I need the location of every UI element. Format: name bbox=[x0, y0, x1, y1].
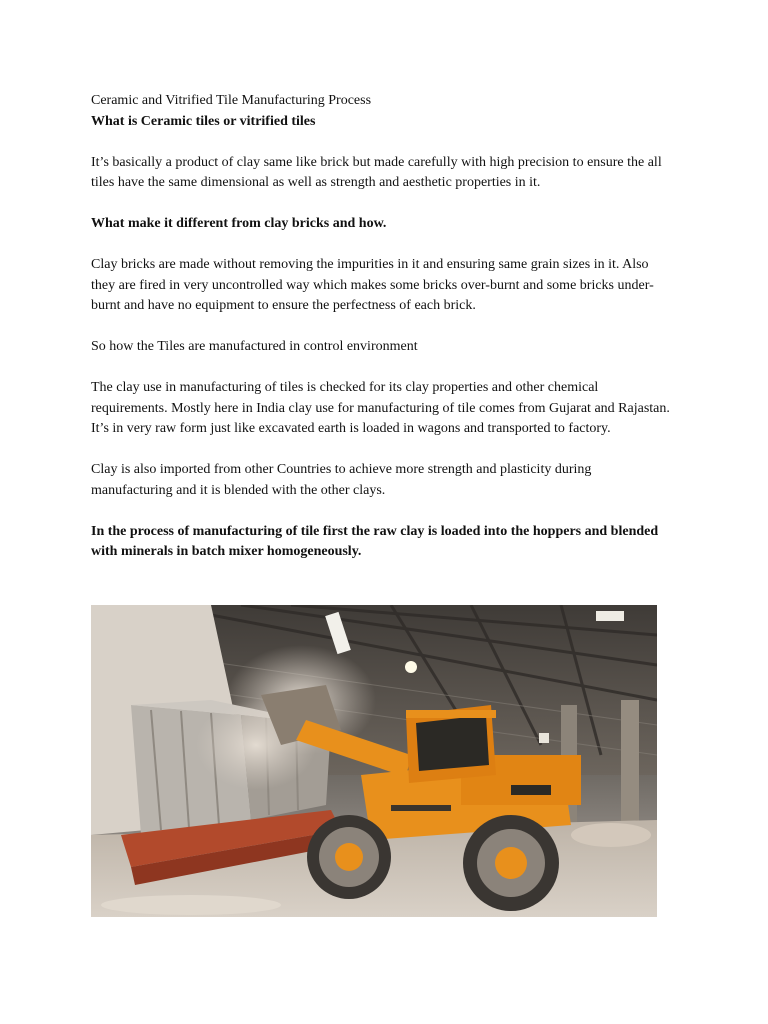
heading-difference: What make it different from clay bricks and how. bbox=[91, 216, 387, 231]
paragraph-clay-properties: The clay use in manufacturing of tiles is checked for its clay properties and other chemical requirements. Mostly here in India clay use for manufacturing of tile comes from Gujarat and Rajastan. It’s in very raw form just like excavated earth is loaded in wagons and transported to factory. bbox=[91, 380, 670, 436]
document-subtitle: What is Ceramic tiles or vitrified tiles bbox=[91, 113, 316, 129]
paragraph-imported-clay: Clay is also imported from other Countries to achieve more strength and plasticity during manufacturing and it is blended with the other clays. bbox=[91, 462, 592, 498]
factory-loader-illustration bbox=[91, 605, 657, 917]
paragraph-intro: It’s basically a product of clay same like brick but made carefully with high precision to ensure the all tiles have the same dimensional as well as strength and aesthetic properties in it. bbox=[91, 154, 662, 190]
paragraph-control-environment: So how the Tiles are manufactured in control environment bbox=[91, 339, 418, 354]
document-title: Ceramic and Vitrified Tile Manufacturing Process bbox=[91, 93, 372, 108]
factory-loader-photo bbox=[91, 605, 657, 917]
document-body bbox=[91, 91, 671, 563]
paragraph-clay-bricks: Clay bricks are made without removing the impurities in it and ensuring same grain sizes in it. Also they are fired in very uncontrolled way which makes some bricks over-burnt and some bricks under-burnt and have no equipment to ensure the perfectness of each brick. bbox=[91, 257, 654, 313]
paragraph-hopper-process: In the process of manufacturing of tile first the raw clay is loaded into the hoppers and blended with minerals in batch mixer homogeneously. bbox=[91, 523, 659, 559]
